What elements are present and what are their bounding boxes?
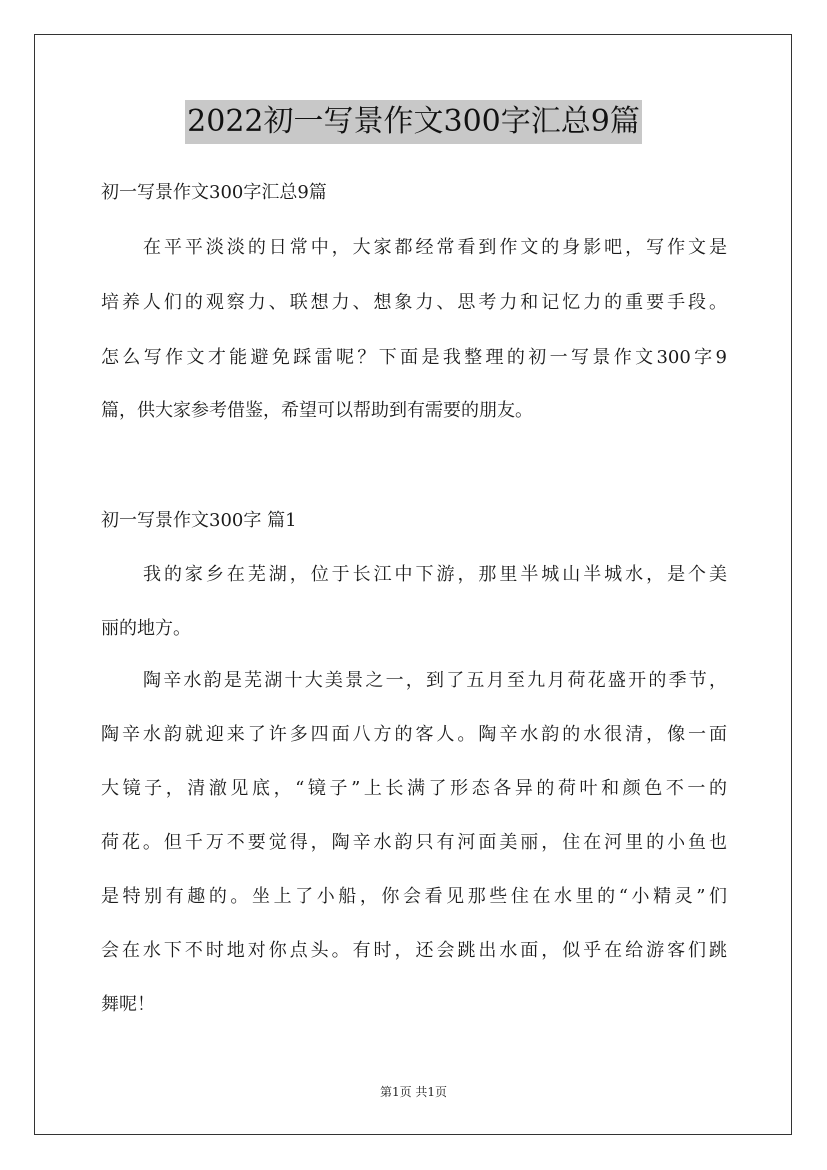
paragraph-line: 大镜子，清澈见底，“镜子”上长满了形态各异的荷叶和颜色不一的: [101, 778, 727, 799]
document-title-text: 2022初一写景作文300字汇总9篇: [185, 100, 642, 144]
paragraph-line: 陶辛水韵就迎来了许多四面八方的客人。陶辛水韵的水很清，像一面: [101, 724, 727, 745]
page-footer: 第1页 共1页: [379, 1085, 448, 1099]
section-heading: 初一写景作文300字 篇1: [101, 510, 297, 531]
intro-line: 怎么写作文才能避免踩雷呢？下面是我整理的初一写景作文300字9: [101, 347, 727, 368]
intro-line: 在平平淡淡的日常中，大家都经常看到作文的身影吧，写作文是: [143, 237, 727, 258]
intro-line: 培养人们的观察力、联想力、想象力、思考力和记忆力的重要手段。: [101, 292, 727, 313]
paragraph-line: 是特别有趣的。坐上了小船，你会看见那些住在水里的“小精灵”们: [101, 886, 727, 907]
document-title: [0, 100, 827, 144]
paragraph-line: 我的家乡在芜湖，位于长江中下游，那里半城山半城水，是个美: [143, 564, 727, 585]
paragraph-line: 舞呢！: [101, 994, 155, 1015]
paragraph-line: 荷花。但千万不要觉得，陶辛水韵只有河面美丽，住在河里的小鱼也: [101, 832, 727, 853]
intro-line: 篇，供大家参考借鉴，希望可以帮助到有需要的朋友。: [101, 400, 533, 421]
document-subtitle: 初一写景作文300字汇总9篇: [101, 182, 327, 203]
paragraph-line: 陶辛水韵是芜湖十大美景之一，到了五月至九月荷花盛开的季节，: [143, 670, 727, 691]
paragraph-line: 丽的地方。: [101, 618, 191, 639]
paragraph-line: 会在水下不时地对你点头。有时，还会跳出水面，似乎在给游客们跳: [101, 940, 727, 961]
